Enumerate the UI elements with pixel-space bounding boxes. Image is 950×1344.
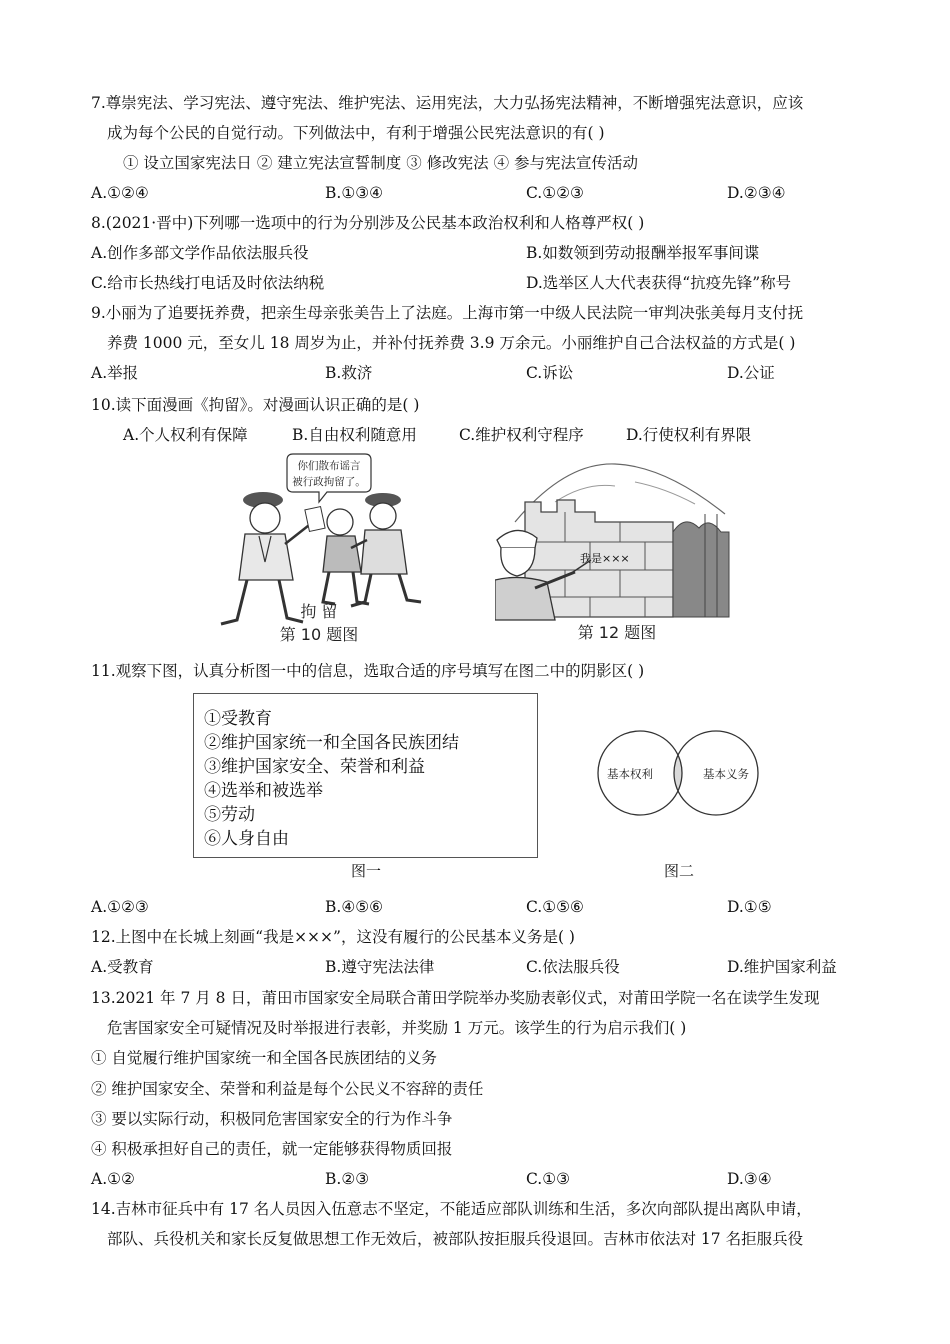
q13-option-c: C.①③ xyxy=(526,1170,571,1188)
q12-option-b: B.遵守宪法法律 xyxy=(325,958,435,976)
venn-diagram xyxy=(590,728,770,818)
q13-item-2: ② 维护国家安全、荣誉和利益是每个公民义不容辞的责任 xyxy=(91,1080,484,1098)
detention-cartoon xyxy=(215,452,425,647)
q9-option-d: D.公证 xyxy=(727,364,775,382)
fig2-caption: 图二 xyxy=(664,862,695,880)
fig1-item-4: ④选举和被选举 xyxy=(204,781,323,801)
q10-option-a: A.个人权利有保障 xyxy=(123,426,248,444)
q12-stem: 12.上图中在长城上刻画“我是×××”，这没有履行的公民基本义务是( ) xyxy=(91,928,575,946)
q10-option-b: B.自由权利随意用 xyxy=(292,426,417,444)
q12-option-c: C.依法服兵役 xyxy=(526,958,620,976)
figure-1-box xyxy=(193,693,538,858)
q12-option-d: D.维护国家利益 xyxy=(727,958,837,976)
q10-option-c: C.维护权利守程序 xyxy=(459,426,584,444)
cartoon-bubble-line1: 你们散布谣言 xyxy=(297,460,361,472)
q14-stem-line1: 14.吉林市征兵中有 17 名人员因入伍意志不坚定，不能适应部队训练和生活，多次向部队提出离队申请， xyxy=(91,1200,812,1218)
caption-q12: 第 12 题图 xyxy=(577,623,657,642)
cartoon-bubble-line2: 被行政拘留了。 xyxy=(292,476,366,488)
fig1-caption: 图一 xyxy=(351,862,382,880)
q7-option-d: D.②③④ xyxy=(727,184,786,202)
q7-stem-line1: 7.尊崇宪法、学习宪法、遵守宪法、维护宪法、运用宪法，大力弘扬宪法精神，不断增强宪法意识，应该 xyxy=(91,94,804,112)
fig1-item-2: ②维护国家统一和全国各民族团结 xyxy=(204,733,459,753)
q7-stem-line2: 成为每个公民的自觉行动。下列做法中，有利于增强公民宪法意识的有( ) xyxy=(107,124,605,142)
q13-stem-line1: 13.2021 年 7 月 8 日，莆田市国家安全局联合莆田学院举办奖励表彰仪式，对莆田学院一名在读学生发现 xyxy=(91,989,820,1007)
q11-option-c: C.①⑤⑥ xyxy=(526,898,584,916)
fig1-item-5: ⑤劳动 xyxy=(204,805,255,825)
q11-option-b: B.④⑤⑥ xyxy=(325,898,384,916)
q10-option-d: D.行使权利有界限 xyxy=(626,426,752,444)
q13-option-a: A.①② xyxy=(91,1170,135,1188)
q14-stem-line2: 部队、兵役机关和家长反复做思想工作无效后，被部队按拒服兵役退回。吉林市依法对 17 名拒服兵役 xyxy=(107,1230,804,1248)
caption-q10: 第 10 题图 xyxy=(279,625,359,644)
q8-option-a: A.创作多部文学作品依法服兵役 xyxy=(91,244,309,262)
q8-option-c: C.给市长热线打电话及时依法纳税 xyxy=(91,274,325,292)
q11-stem: 11.观察下图，认真分析图一中的信息，选取合适的序号填写在图二中的阴影区( ) xyxy=(91,662,645,680)
q13-option-b: B.②③ xyxy=(325,1170,370,1188)
q12-option-a: A.受教育 xyxy=(91,958,154,976)
q13-item-1: ① 自觉履行维护国家统一和全国各民族团结的义务 xyxy=(91,1049,437,1067)
q11-option-a: A.①②③ xyxy=(91,898,149,916)
great-wall-figure xyxy=(495,452,740,647)
q8-option-d: D.选举区人大代表获得“抗疫先锋”称号 xyxy=(526,274,792,292)
fig1-item-6: ⑥人身自由 xyxy=(204,829,289,849)
wall-carving-text: 我是××× xyxy=(580,552,630,565)
q13-item-4: ④ 积极承担好自己的责任，就一定能够获得物质回报 xyxy=(91,1140,453,1158)
q7-option-a: A.①②④ xyxy=(91,184,149,202)
q11-option-d: D.①⑤ xyxy=(727,898,772,916)
q9-stem-line2: 养费 1000 元，至女儿 18 周岁为止，并补付抚养费 3.9 万余元。小丽维护自己合法权益的方式是( ) xyxy=(107,334,796,352)
q13-item-3: ③ 要以实际行动，积极同危害国家安全的行为作斗争 xyxy=(91,1110,453,1128)
q9-option-b: B.救济 xyxy=(325,364,373,382)
q10-stem: 10.读下面漫画《拘留》。对漫画认识正确的是( ) xyxy=(91,396,420,414)
q8-option-b: B.如数领到劳动报酬举报军事间谍 xyxy=(526,244,760,262)
q7-option-b: B.①③④ xyxy=(325,184,384,202)
q9-option-c: C.诉讼 xyxy=(526,364,574,382)
venn-left-label: 基本权利 xyxy=(607,767,653,781)
fig1-item-3: ③维护国家安全、荣誉和利益 xyxy=(204,757,425,777)
q13-stem-line2: 危害国家安全可疑情况及时举报进行表彰，并奖励 1 万元。该学生的行为启示我们( ) xyxy=(107,1019,687,1037)
q8-stem: 8.(2021·晋中)下列哪一选项中的行为分别涉及公民基本政治权利和人格尊严权( ) xyxy=(91,214,645,232)
venn-right-label: 基本义务 xyxy=(703,767,749,781)
cartoon-title: 拘 留 xyxy=(300,602,338,621)
q7-items: ① 设立国家宪法日 ② 建立宪法宣誓制度 ③ 修改宪法 ④ 参与宪法宣传活动 xyxy=(123,154,638,172)
q9-stem-line1: 9.小丽为了追要抚养费，把亲生母亲张美告上了法庭。上海市第一中级人民法院一审判决张美每月支付抚 xyxy=(91,304,804,322)
q7-option-c: C.①②③ xyxy=(526,184,584,202)
q13-option-d: D.③④ xyxy=(727,1170,772,1188)
fig1-item-1: ①受教育 xyxy=(204,709,272,729)
q9-option-a: A.举报 xyxy=(91,364,139,382)
